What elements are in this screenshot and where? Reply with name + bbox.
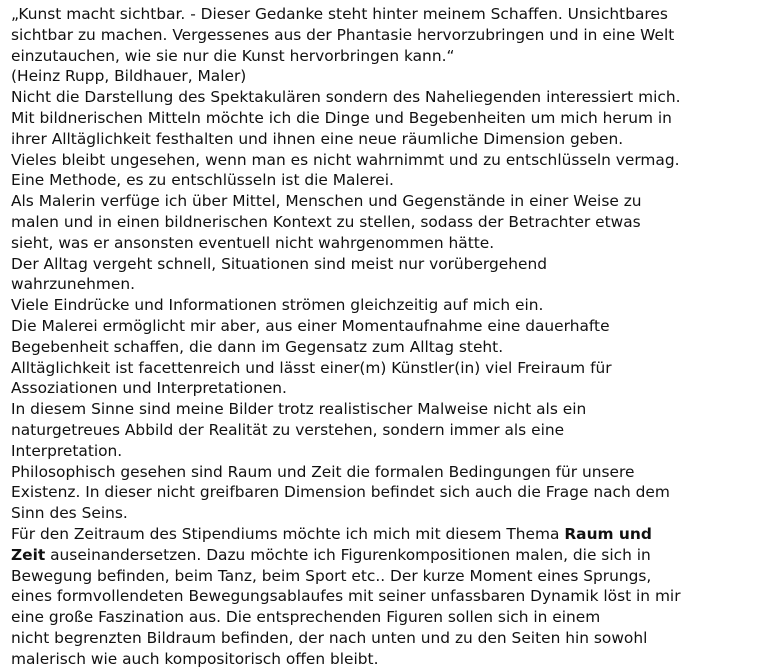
text-line: naturgetreues Abbild der Realität zu verstehen, sondern immer als eine <box>11 420 565 439</box>
text-line: nicht begrenzten Bildraum befinden, der nach unten und zu den Seiten hin sowohl <box>11 628 648 647</box>
text-segment: auseinandersetzen. Dazu möchte ich Figurenkompositionen malen, die sich in <box>45 545 651 564</box>
text-line: Begebenheit schaffen, die dann im Gegensatz zum Alltag steht. <box>11 337 504 356</box>
text-line: eine große Faszination aus. Die entsprechenden Figuren sollen sich in einem <box>11 608 601 627</box>
bold-topic-text: Zeit <box>11 545 46 564</box>
text-line: Mit bildnerischen Mitteln möchte ich die Dinge und Begebenheiten um mich herum in <box>11 108 672 127</box>
quote-line: einzutauchen, wie sie nur die Kunst hervorbringen kann.“ <box>11 46 455 65</box>
quote-line: sichtbar zu machen. Vergessenes aus der Phantasie hervorzubringen und in eine Welt <box>11 25 675 44</box>
text-line: Viele Eindrücke und Informationen strömen gleichzeitig auf mich ein. <box>11 296 544 315</box>
text-line <box>11 524 759 545</box>
text-line: Existenz. In dieser nicht greifbaren Dimension befindet sich auch die Frage nach dem <box>11 483 670 502</box>
text-line: malen und in einen bildnerischen Kontext zu stellen, sodass der Betrachter etwas <box>11 212 641 231</box>
text-line: Vieles bleibt ungesehen, wenn man es nicht wahrnimmt und zu entschlüsseln vermag. <box>11 150 680 169</box>
text-segment: Für den Zeitraum des Stipendiums möchte ich mich mit diesem Thema <box>11 524 565 543</box>
text-line: Die Malerei ermöglicht mir aber, aus einer Momentaufnahme eine dauerhafte <box>11 316 610 335</box>
text-line: wahrzunehmen. <box>11 275 136 294</box>
text-line: Nicht die Darstellung des Spektakulären sondern des Naheliegenden interessiert mich. <box>11 88 681 107</box>
text-line: Assoziationen und Interpretationen. <box>11 379 287 398</box>
quote-block <box>11 4 759 66</box>
text-line: Als Malerin verfüge ich über Mittel, Menschen und Gegenstände in einer Weise zu <box>11 192 642 211</box>
text-line: sieht, was er ansonsten eventuell nicht wahrgenommen hätte. <box>11 233 495 252</box>
text-line: In diesem Sinne sind meine Bilder trotz realistischer Malweise nicht als ein <box>11 400 587 419</box>
text-line: Der Alltag vergeht schnell, Situationen sind meist nur vorübergehend <box>11 254 547 273</box>
text-line: malerisch wie auch kompositorisch offen bleibt. <box>11 649 379 668</box>
text-line: Philosophisch gesehen sind Raum und Zeit die formalen Bedingungen für unsere <box>11 462 635 481</box>
text-line: Sinn des Seins. <box>11 504 128 523</box>
final-paragraph <box>11 524 759 670</box>
document-body <box>11 4 759 670</box>
text-line: Eine Methode, es zu entschlüsseln ist die Malerei. <box>11 171 394 190</box>
text-line: Interpretation. <box>11 441 123 460</box>
bold-topic-text: Raum und <box>564 524 652 543</box>
text-line: Alltäglichkeit ist facettenreich und lässt einer(m) Künstler(in) viel Freiraum für <box>11 358 612 377</box>
quote-attribution: (Heinz Rupp, Bildhauer, Maler) <box>11 67 247 86</box>
text-paragraphs <box>11 87 759 524</box>
text-line <box>11 545 759 566</box>
quote-line: „Kunst macht sichtbar. - Dieser Gedanke steht hinter meinem Schaffen. Unsichtbares <box>11 5 668 23</box>
text-line: ihrer Alltäglichkeit festhalten und ihnen eine neue räumliche Dimension geben. <box>11 129 624 148</box>
text-line: Bewegung befinden, beim Tanz, beim Sport etc.. Der kurze Moment eines Sprungs, <box>11 566 652 585</box>
text-line: eines formvollendeten Bewegungsablaufes mit seiner unfassbaren Dynamik löst in mir <box>11 587 681 606</box>
